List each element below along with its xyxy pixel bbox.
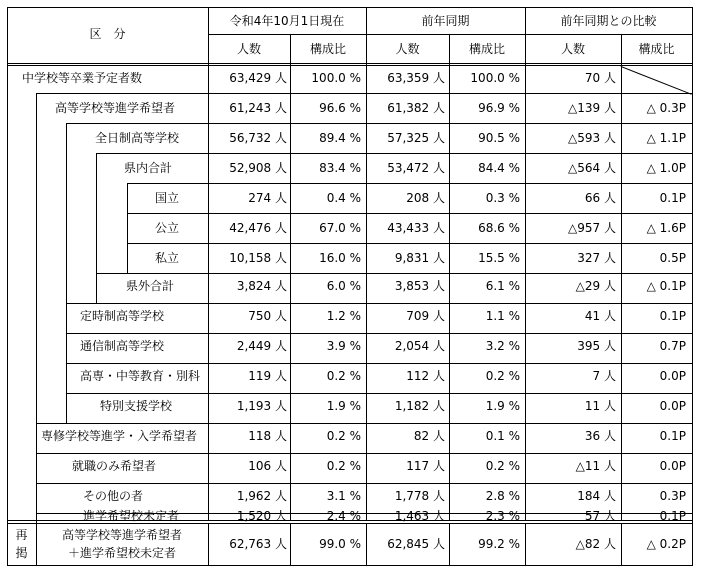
previous-ratio: 2.8 % — [485, 489, 520, 503]
row-label: 公立 — [155, 221, 180, 235]
header-current-period: 令和4年10月1日現在 — [229, 14, 345, 28]
row-label: 私立 — [155, 251, 180, 265]
current-ratio: 0.2 % — [326, 369, 361, 383]
difference-ratio: 0.1P — [659, 309, 686, 323]
current-count: 61,243 人 — [229, 101, 287, 115]
difference-ratio: △ 0.1P — [646, 279, 686, 293]
current-ratio: 83.4 % — [319, 161, 361, 175]
current-ratio: 100.0 % — [311, 71, 361, 85]
row-label: 定時制高等学校 — [80, 309, 165, 323]
previous-ratio: 0.1 % — [485, 429, 520, 443]
difference-ratio: 0.1P — [659, 191, 686, 205]
row-label: 専修学校等進学・入学希望者 — [41, 429, 198, 443]
difference-count: △139 人 — [568, 101, 616, 115]
row-rule — [127, 243, 692, 244]
current-count: 3,824 人 — [236, 279, 287, 293]
difference-ratio: 0.7P — [659, 339, 686, 353]
difference-count: 11 人 — [584, 399, 616, 413]
row-label: 特別支援学校 — [100, 399, 173, 413]
header-ratio: 構成比 — [468, 42, 505, 56]
row-label: 県内合計 — [124, 161, 173, 175]
difference-ratio: △ 1.0P — [646, 161, 686, 175]
difference-ratio: 0.1P — [659, 509, 686, 523]
row-label: 高専・中等教育・別科 — [80, 369, 201, 383]
current-count: 56,732 人 — [229, 131, 287, 145]
header-count: 人数 — [395, 42, 420, 56]
recap-side-label: 再 — [15, 528, 28, 542]
row-rule — [36, 423, 692, 424]
previous-count: 3,853 人 — [394, 279, 445, 293]
difference-count: 66 人 — [584, 191, 616, 205]
header-subrule — [208, 34, 692, 35]
previous-ratio: 3.2 % — [485, 339, 520, 353]
header-previous-period: 前年同期 — [421, 14, 470, 28]
difference-ratio: △ 1.1P — [646, 131, 686, 145]
row-label: 全日制高等学校 — [95, 131, 180, 145]
current-ratio: 99.0 % — [319, 537, 361, 551]
header-ratio: 構成比 — [638, 42, 675, 56]
row-rule — [127, 183, 692, 184]
difference-count: 184 人 — [577, 489, 616, 503]
current-ratio: 1.2 % — [326, 309, 361, 323]
current-count: 118 人 — [248, 429, 287, 443]
previous-count: 63,359 人 — [387, 71, 445, 85]
difference-count: △564 人 — [568, 161, 616, 175]
current-count: 750 人 — [248, 309, 287, 323]
header-comparison: 前年同期との比較 — [560, 14, 657, 28]
current-count: 10,158 人 — [229, 251, 287, 265]
current-ratio: 96.6 % — [319, 101, 361, 115]
previous-ratio: 6.1 % — [485, 279, 520, 293]
recap-double-rule — [7, 523, 692, 524]
row-label: 高等学校等進学希望者 — [55, 101, 176, 115]
header-double-rule — [7, 65, 692, 66]
previous-count: 9,831 人 — [394, 251, 445, 265]
row-label: 中学校等卒業予定者数 — [22, 71, 143, 85]
current-ratio: 2.4 % — [326, 509, 361, 523]
table-border-bottom — [7, 565, 693, 566]
difference-count: △11 人 — [575, 459, 616, 473]
table-border-left — [7, 7, 8, 566]
current-count: 1,962 人 — [236, 489, 287, 503]
difference-ratio: △ 0.3P — [646, 101, 686, 115]
row-label: 通信制高等学校 — [80, 339, 165, 353]
previous-count: 61,382 人 — [387, 101, 445, 115]
previous-ratio: 15.5 % — [478, 251, 520, 265]
row-rule — [96, 273, 692, 274]
indent-guide — [36, 93, 37, 523]
indent-guide — [96, 153, 97, 303]
difference-count: 36 人 — [584, 429, 616, 443]
current-count: 62,763 人 — [229, 537, 287, 551]
indent-guide — [127, 183, 128, 273]
previous-count: 1,463 人 — [394, 509, 445, 523]
row-label: 国立 — [155, 191, 180, 205]
difference-count: △82 人 — [575, 537, 616, 551]
current-ratio: 6.0 % — [326, 279, 361, 293]
current-ratio: 89.4 % — [319, 131, 361, 145]
difference-ratio: △ 1.6P — [646, 221, 686, 235]
current-count: 106 人 — [248, 459, 287, 473]
recap-label: 高等学校等進学希望者 — [61, 528, 182, 542]
difference-count: 41 人 — [584, 309, 616, 323]
difference-ratio: 0.3P — [659, 489, 686, 503]
header-double-rule — [7, 63, 692, 64]
previous-count: 1,778 人 — [394, 489, 445, 503]
not-applicable-diagonal — [621, 66, 692, 95]
row-rule — [66, 363, 692, 364]
row-rule — [96, 153, 692, 154]
indent-guide — [66, 123, 67, 423]
previous-ratio: 2.3 % — [485, 509, 520, 523]
difference-count: 70 人 — [584, 71, 616, 85]
row-rule — [66, 393, 692, 394]
difference-count: △957 人 — [568, 221, 616, 235]
difference-ratio: △ 0.2P — [646, 537, 686, 551]
current-count: 1,520 人 — [236, 509, 287, 523]
previous-ratio: 0.2 % — [485, 369, 520, 383]
previous-ratio: 0.3 % — [485, 191, 520, 205]
current-ratio: 16.0 % — [319, 251, 361, 265]
current-ratio: 1.9 % — [326, 399, 361, 413]
header-ratio: 構成比 — [309, 42, 346, 56]
current-ratio: 3.9 % — [326, 339, 361, 353]
current-count: 274 人 — [248, 191, 287, 205]
row-rule — [66, 123, 692, 124]
current-ratio: 0.2 % — [326, 429, 361, 443]
previous-count: 709 人 — [406, 309, 445, 323]
difference-count: 57 人 — [584, 509, 616, 523]
previous-count: 1,182 人 — [394, 399, 445, 413]
table-border-right — [692, 7, 693, 566]
row-label: その他の者 — [83, 489, 144, 503]
row-rule — [66, 333, 692, 334]
current-ratio: 67.0 % — [319, 221, 361, 235]
current-ratio: 3.1 % — [326, 489, 361, 503]
previous-ratio: 100.0 % — [470, 71, 520, 85]
current-count: 1,193 人 — [236, 399, 287, 413]
previous-ratio: 90.5 % — [478, 131, 520, 145]
row-label: 県外合計 — [126, 279, 175, 293]
previous-count: 112 人 — [406, 369, 445, 383]
header-count: 人数 — [560, 42, 585, 56]
previous-ratio: 1.1 % — [485, 309, 520, 323]
table-border-top — [7, 7, 693, 8]
previous-count: 43,433 人 — [387, 221, 445, 235]
current-count: 119 人 — [248, 369, 287, 383]
header-count: 人数 — [236, 42, 261, 56]
difference-count: 7 人 — [592, 369, 616, 383]
difference-count: 327 人 — [577, 251, 616, 265]
previous-count: 117 人 — [406, 459, 445, 473]
row-rule — [36, 93, 692, 94]
difference-ratio: 0.0P — [659, 369, 686, 383]
previous-ratio: 96.9 % — [478, 101, 520, 115]
difference-ratio: 0.0P — [659, 459, 686, 473]
row-label: 進学希望校未定者 — [83, 509, 180, 523]
difference-ratio: 0.1P — [659, 429, 686, 443]
previous-ratio: 84.4 % — [478, 161, 520, 175]
previous-ratio: 68.6 % — [478, 221, 520, 235]
previous-count: 82 人 — [413, 429, 445, 443]
row-rule — [36, 483, 692, 484]
current-count: 42,476 人 — [229, 221, 287, 235]
current-count: 52,908 人 — [229, 161, 287, 175]
difference-ratio: 0.5P — [659, 251, 686, 265]
row-label: 就職のみ希望者 — [72, 459, 157, 473]
row-rule — [66, 303, 692, 304]
current-count: 63,429 人 — [229, 71, 287, 85]
difference-ratio: 0.0P — [659, 399, 686, 413]
row-rule — [127, 213, 692, 214]
current-ratio: 0.4 % — [326, 191, 361, 205]
previous-count: 57,325 人 — [387, 131, 445, 145]
previous-ratio: 99.2 % — [478, 537, 520, 551]
previous-count: 62,845 人 — [387, 537, 445, 551]
previous-count: 53,472 人 — [387, 161, 445, 175]
previous-ratio: 1.9 % — [485, 399, 520, 413]
previous-ratio: 0.2 % — [485, 459, 520, 473]
previous-count: 2,054 人 — [394, 339, 445, 353]
header-category: 区 分 — [89, 27, 126, 41]
recap-label: ＋進学希望校未定者 — [67, 546, 176, 560]
current-ratio: 0.2 % — [326, 459, 361, 473]
row-rule — [36, 453, 692, 454]
difference-count: △593 人 — [568, 131, 616, 145]
difference-count: 395 人 — [577, 339, 616, 353]
difference-count: △29 人 — [575, 279, 616, 293]
current-count: 2,449 人 — [236, 339, 287, 353]
recap-side-label: 掲 — [15, 546, 28, 560]
previous-count: 208 人 — [406, 191, 445, 205]
